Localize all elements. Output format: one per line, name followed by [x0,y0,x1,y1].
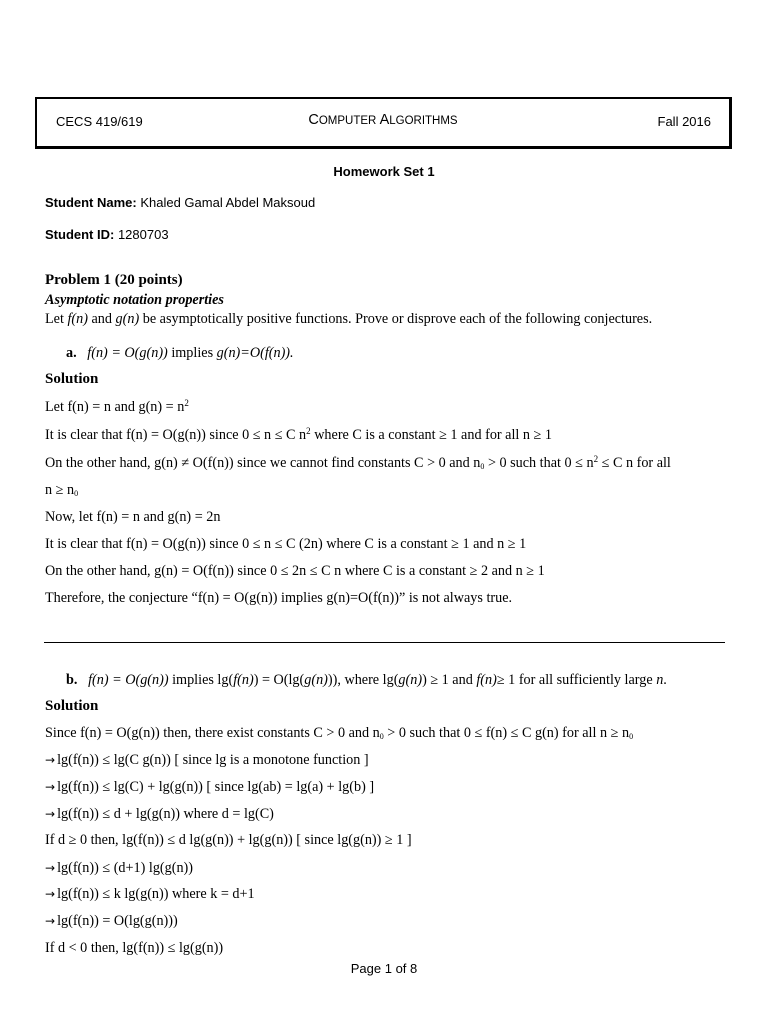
part-a-line: $n \ge n_0$ [45,482,79,498]
student-id: Student ID: 1280703 [45,227,169,242]
problem-statement: Let f(n) and g(n) be asymptotically positive functions. Prove or disprove each of the following conjectures. [45,311,653,327]
course-title: COMPUTER ALGORITHMS [308,112,458,128]
part-b-line: Since f(n) = O(g(n)) then, there exist constants C > 0 and $n_0 > 0$ such that 0 ≤ f(n) ≤ C g(n) for all $n \ge n_0$ [45,725,634,741]
part-b-line: → lg(f(n)) ≤ d + lg(g(n)) where d = lg(C) [45,806,274,822]
part-a-conclusion: Therefore, the conjecture “f(n) = O(g(n)) implies g(n)=O(f(n))” is not always true. [45,590,513,606]
part-a-line: It is clear that f(n) = O(g(n)) since 0 ≤ n ≤ C $n^2$ where C is a constant ≥ 1 and for all n ≥ 1 [45,426,552,443]
course-code: CECS 419/619 [56,114,143,129]
part-a-solution-label: Solution [45,371,99,387]
implies-arrow-icon: → [45,780,56,794]
student-name: Student Name: Khaled Gamal Abdel Maksoud [45,195,316,210]
part-a-line: It is clear that f(n) = O(g(n)) since 0 ≤ n ≤ C (2n) where C is a constant ≥ 1 and n ≥ 1 [45,536,527,552]
part-b-line: → lg(f(n)) = O(lg(g(n))) [45,913,178,929]
section-divider [44,642,725,643]
problem-heading: Problem 1 (20 points) [45,272,183,288]
part-b-line: If d ≥ 0 then, lg(f(n)) ≤ d lg(g(n)) + lg(g(n)) [ since lg(g(n)) ≥ 1 ] [45,832,412,848]
part-a-line: On the other hand, g(n) ≠ O(f(n)) since we cannot find constants C > 0 and $n_0 > 0$ such that $0 \le n^2 \le C$ n for all [45,454,671,471]
page-number: Page 1 of 8 [350,961,418,976]
part-a-line: Let f(n) = n and $g(n) = n^2$ [45,398,189,415]
implies-arrow-icon: → [45,753,56,767]
part-b-line: → lg(f(n)) ≤ lg(C) + lg(g(n)) [ since lg(ab) = lg(a) + lg(b) ] [45,779,375,795]
part-b-line: → lg(f(n)) ≤ (d+1) lg(g(n)) [45,860,194,876]
part-b-line: → lg(f(n)) ≤ k lg(g(n)) where k = d+1 [45,886,255,902]
part-b-line: → lg(f(n)) ≤ lg(C g(n)) [ since lg is a monotone function ] [45,752,369,768]
implies-arrow-icon: → [45,861,56,875]
document-header [35,97,732,149]
part-b-line: If d < 0 then, lg(f(n)) ≤ lg(g(n)) [45,940,224,956]
homework-title: Homework Set 1 [333,164,435,179]
term: Fall 2016 [657,114,711,129]
part-b-solution-label: Solution [45,698,99,714]
implies-arrow-icon: → [45,807,56,821]
part-b-conjecture: b. f(n) = O(g(n)) implies lg(f(n)) = O(lg(g(n))), where lg(g(n)) ≥ 1 and f(n)≥ 1 for all sufficiently large n. [66,672,667,688]
part-a-line: On the other hand, g(n) = O(f(n)) since 0 ≤ 2n ≤ C n where C is a constant ≥ 2 and n ≥ 1 [45,563,545,579]
part-a-line: Now, let f(n) = n and g(n) = 2n [45,509,221,525]
implies-arrow-icon: → [45,914,56,928]
part-a-conjecture: a. f(n) = O(g(n)) implies g(n)=O(f(n)). [66,345,294,361]
implies-arrow-icon: → [45,887,56,901]
problem-topic: Asymptotic notation properties [45,292,224,308]
